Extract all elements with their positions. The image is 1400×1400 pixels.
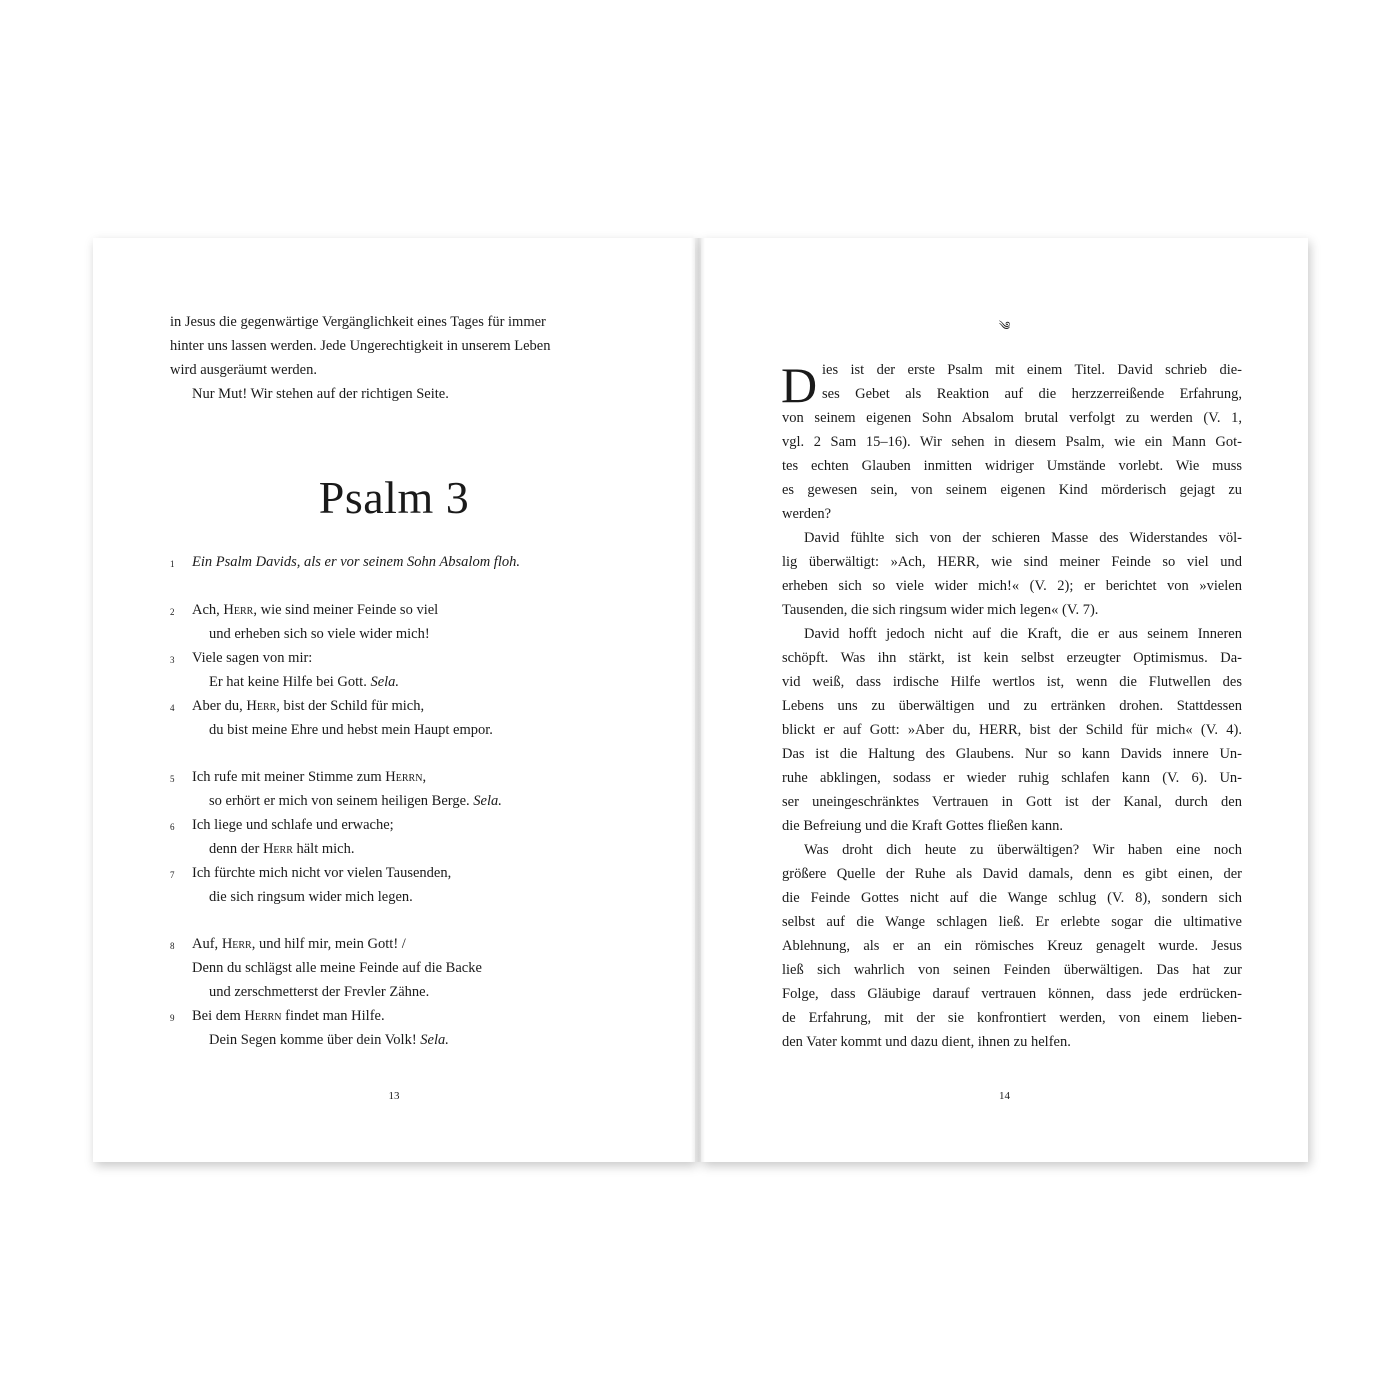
verse-line: Ich fürchte mich nicht vor vielen Tausenden, [192,865,452,881]
paragraph-line: größere Quelle der Ruhe als David damals, denn es gibt einen, der [782,866,1242,882]
verse-line: und zerschmetterst der Frevler Zähne. [209,984,430,1000]
verse-text: hält mich. [292,841,355,857]
ornament-icon: ༄ [998,319,1011,333]
psalm-superscription: Ein Psalm Davids, als er vor seinem Sohn Absalom floh. [192,554,520,570]
sela-text: Sela. [420,1032,449,1048]
paragraph-line: Folge, dass Gläubige darauf vertrauen können, dass jede erdrücken- [782,986,1242,1002]
verse-text: Er hat keine Hilfe bei Gott. [209,674,371,690]
verse-line [192,765,426,789]
paragraph-line: vid weiß, dass irdische Hilfe wertlos ist, wenn die Flutwellen des [782,674,1242,690]
paragraph-line: tes echten Glauben inmitten widriger Umstände vorlebt. Wie muss [782,458,1242,474]
lord-name: Herrn [385,769,423,785]
intro-line: Nur Mut! Wir stehen auf der richtigen Seite. [192,386,449,402]
verse-number: 2 [170,607,175,617]
verse-line [192,1004,385,1028]
paragraph-line: ses Gebet als Reaktion auf die herzzerreißende Erfahrung, [822,386,1242,402]
verse-number: 5 [170,774,175,784]
verse-text: Ich rufe mit meiner Stimme zum [192,769,386,785]
paragraph-line: blickt er auf Gott: »Aber du, HERR, bist der Schild für mich« (V. 4). [782,722,1242,738]
verse-text: , bist der Schild für mich, [276,698,425,714]
verse-line: Viele sagen von mir: [192,650,313,666]
paragraph-line: Das ist die Haltung des Glaubens. Nur so kann Davids innere Un- [782,746,1242,762]
paragraph-line: ser uneingeschränktes Vertrauen in Gott ist der Kanal, durch den [782,794,1242,810]
verse-text: Ach, [192,602,224,618]
paragraph-line: erheben sich so viele wider mich!« (V. 2); er berichtet von »vielen [782,578,1242,594]
lord-name: Herr [223,602,254,618]
paragraph-line: ies ist der erste Psalm mit einem Titel. David schrieb die- [822,362,1242,378]
sela-text: Sela. [473,793,502,809]
lord-name: Herr [246,698,277,714]
paragraph-line: es gewesen sein, von seinem eigenen Kind mörderisch gejagt zu [782,482,1242,498]
verse-text: Dein Segen komme über dein Volk! [209,1032,421,1048]
verse-number: 7 [170,870,175,880]
book-spread [93,238,1308,1162]
verse-line [192,598,438,622]
verse-line [209,789,502,813]
paragraph-line: David fühlte sich von der schieren Masse des Widerstandes völ- [804,530,1242,546]
verse-text: , und hilf mir, mein Gott! / [251,936,406,952]
verse-line: die sich ringsum wider mich legen. [209,889,413,905]
right-page [701,238,1308,1162]
lord-name: Herrn [244,1008,282,1024]
verse-line: Ich liege und schlafe und erwache; [192,817,394,833]
paragraph-line: Was droht dich heute zu überwältigen? Wir haben eine noch [804,842,1242,858]
paragraph-line: den Vater kommt und dazu dient, ihnen zu helfen. [782,1034,1071,1050]
gutter-shadow [691,238,705,1162]
paragraph-line: von seinem eigenen Sohn Absalom brutal verfolgt zu werden (V. 1, [782,410,1242,426]
verse-line: du bist meine Ehre und hebst mein Haupt empor. [209,722,493,738]
paragraph-line: Tausenden, die sich ringsum wider mich legen« (V. 7). [782,602,1099,618]
intro-line: hinter uns lassen werden. Jede Ungerechtigkeit in unserem Leben [170,338,551,354]
verse-number: 9 [170,1013,175,1023]
page-number: 14 [999,1090,1010,1102]
verse-text: so erhört er mich von seinem heiligen Berge. [209,793,474,809]
left-page [93,238,695,1162]
paragraph-line: Ablehnung, als er an ein römisches Kreuz genagelt wurde. Jesus [782,938,1242,954]
paragraph-line: David hofft jedoch nicht auf die Kraft, die er aus seinem Inneren [804,626,1242,642]
paragraph-line: lig überwältigt: »Ach, HERR, wie sind meiner Feinde so viel und [782,554,1242,570]
paragraph-line: ließ sich wahrlich von seinen Feinden überwältigen. Das hat zur [782,962,1242,978]
lord-name: Herr [262,841,293,857]
verse-text: Aber du, [192,698,247,714]
verse-line [209,670,399,694]
verse-line: und erheben sich so viele wider mich! [209,626,430,642]
page-number: 13 [388,1090,400,1102]
paragraph-line: Lebens uns zu überwältigen und zu ertränken drohen. Stattdessen [782,698,1242,714]
intro-line: in Jesus die gegenwärtige Vergänglichkeit eines Tages für immer [170,314,546,330]
lord-name: Herr [221,936,252,952]
verse-number: 8 [170,941,175,951]
paragraph-line: vgl. 2 Sam 15–16). Wir sehen in diesem Psalm, wie ein Mann Got- [782,434,1242,450]
drop-cap: D [781,357,818,413]
paragraph-line: selbst auf die Wange schlagen ließ. Er erlebte sogar die ultimative [782,914,1242,930]
verse-text: , wie sind meiner Feinde so viel [253,602,439,618]
verse-text: denn der [209,841,263,857]
paragraph-line: de Erfahrung, mit der sie konfrontiert werden, von einem lieben- [782,1010,1242,1026]
verse-text: Auf, [192,936,222,952]
verse-line [192,694,424,718]
paragraph-line: die Feinde Gottes nicht auf die Wange schlug (V. 8), sondern sich [782,890,1242,906]
intro-line: wird ausgeräumt werden. [170,362,317,378]
verse-line [209,1028,449,1052]
paragraph-line: ruhe abklingen, sodass er wieder ruhig schlafen kann (V. 6). Un- [782,770,1242,786]
verse-line [209,837,355,861]
verse-number: 1 [170,559,175,569]
sela-text: Sela. [370,674,400,690]
verse-line: Denn du schlägst alle meine Feinde auf die Backe [192,960,482,976]
verse-number: 3 [170,655,175,665]
verse-line [192,932,406,956]
psalm-heading: Psalm 3 [318,472,470,523]
paragraph-line: werden? [782,506,832,522]
paragraph-line: schöpft. Was ihn stärkt, ist kein selbst erzeugter Optimismus. Da- [782,650,1242,666]
verse-number: 6 [170,822,175,832]
verse-number: 4 [170,703,175,713]
verse-text: Bei dem [192,1008,245,1024]
verse-text: , [422,769,427,785]
paragraph-line: die Befreiung und die Kraft Gottes fließen kann. [782,818,1064,834]
verse-text: findet man Hilfe. [281,1008,385,1024]
